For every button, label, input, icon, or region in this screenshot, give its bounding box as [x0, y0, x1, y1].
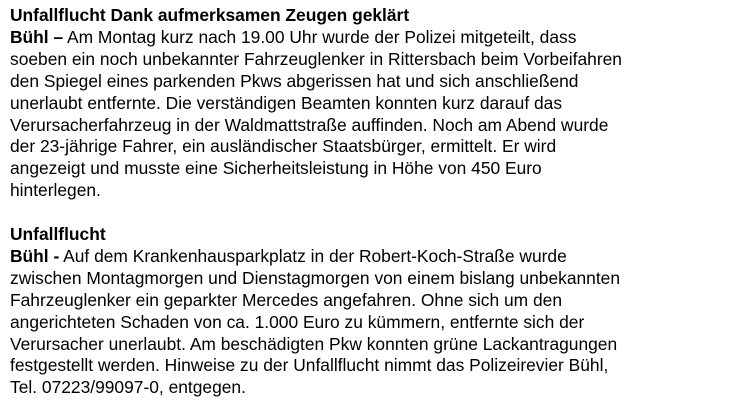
article-first-line	[10, 27, 735, 49]
article-text-line: angerichteten Schaden von ca. 1.000 Euro zu kümmern, entfernte sich der	[10, 311, 585, 332]
article-text-line: unerlaubt entfernte. Die verständigen Beamten konnten kurz darauf das	[10, 92, 563, 113]
article-text-line: Fahrzeuglenker ein geparkter Mercedes angefahren. Ohne sich um den	[10, 289, 562, 310]
article-text-line: Verursacherfahrzeug in der Waldmattstraße auffinden. Noch am Abend wurde	[10, 114, 609, 135]
article-text-line: Verursacher unerlaubt. Am beschädigten Pkw konnten grüne Lackantragungen	[10, 333, 618, 354]
article-2	[10, 224, 735, 399]
article-headline: Unfallflucht Dank aufmerksamen Zeugen geklärt	[10, 5, 410, 25]
article-text-line: Auf dem Krankenhausparkplatz in der Robert-Koch-Straße wurde	[59, 245, 567, 266]
article-text-line: soeben ein noch unbekannter Fahrzeuglenker in Rittersbach beim Vorbeifahren	[10, 48, 622, 69]
article-text-line: festgestellt werden. Hinweise zu der Unfallflucht nimmt das Polizeirevier Bühl,	[10, 355, 609, 376]
article-text-line: Tel. 07223/99097-0, entgegen.	[10, 377, 246, 398]
article-text-line: der 23-jährige Fahrer, ein ausländischer Staatsbürger, ermittelt. Er wird	[10, 136, 557, 157]
article-dateline: Bühl –	[10, 26, 64, 47]
article-text-line: Am Montag kurz nach 19.00 Uhr wurde der Polizei mitgeteilt, dass	[63, 26, 577, 47]
article-text-line: hinterlegen.	[10, 180, 101, 201]
document	[10, 5, 735, 399]
article-first-line	[10, 246, 735, 268]
article-text-line: angezeigt und musste eine Sicherheitsleistung in Höhe von 450 Euro	[10, 158, 542, 179]
article-text-line: zwischen Montagmorgen und Dienstagmorgen von einem bislang unbekannten	[10, 267, 621, 288]
article-text-line: den Spiegel eines parkenden Pkws abgerissen hat und sich anschließend	[10, 70, 579, 91]
article-1	[10, 5, 735, 202]
article-headline: Unfallflucht	[10, 224, 106, 245]
article-dateline: Bühl -	[10, 245, 60, 266]
